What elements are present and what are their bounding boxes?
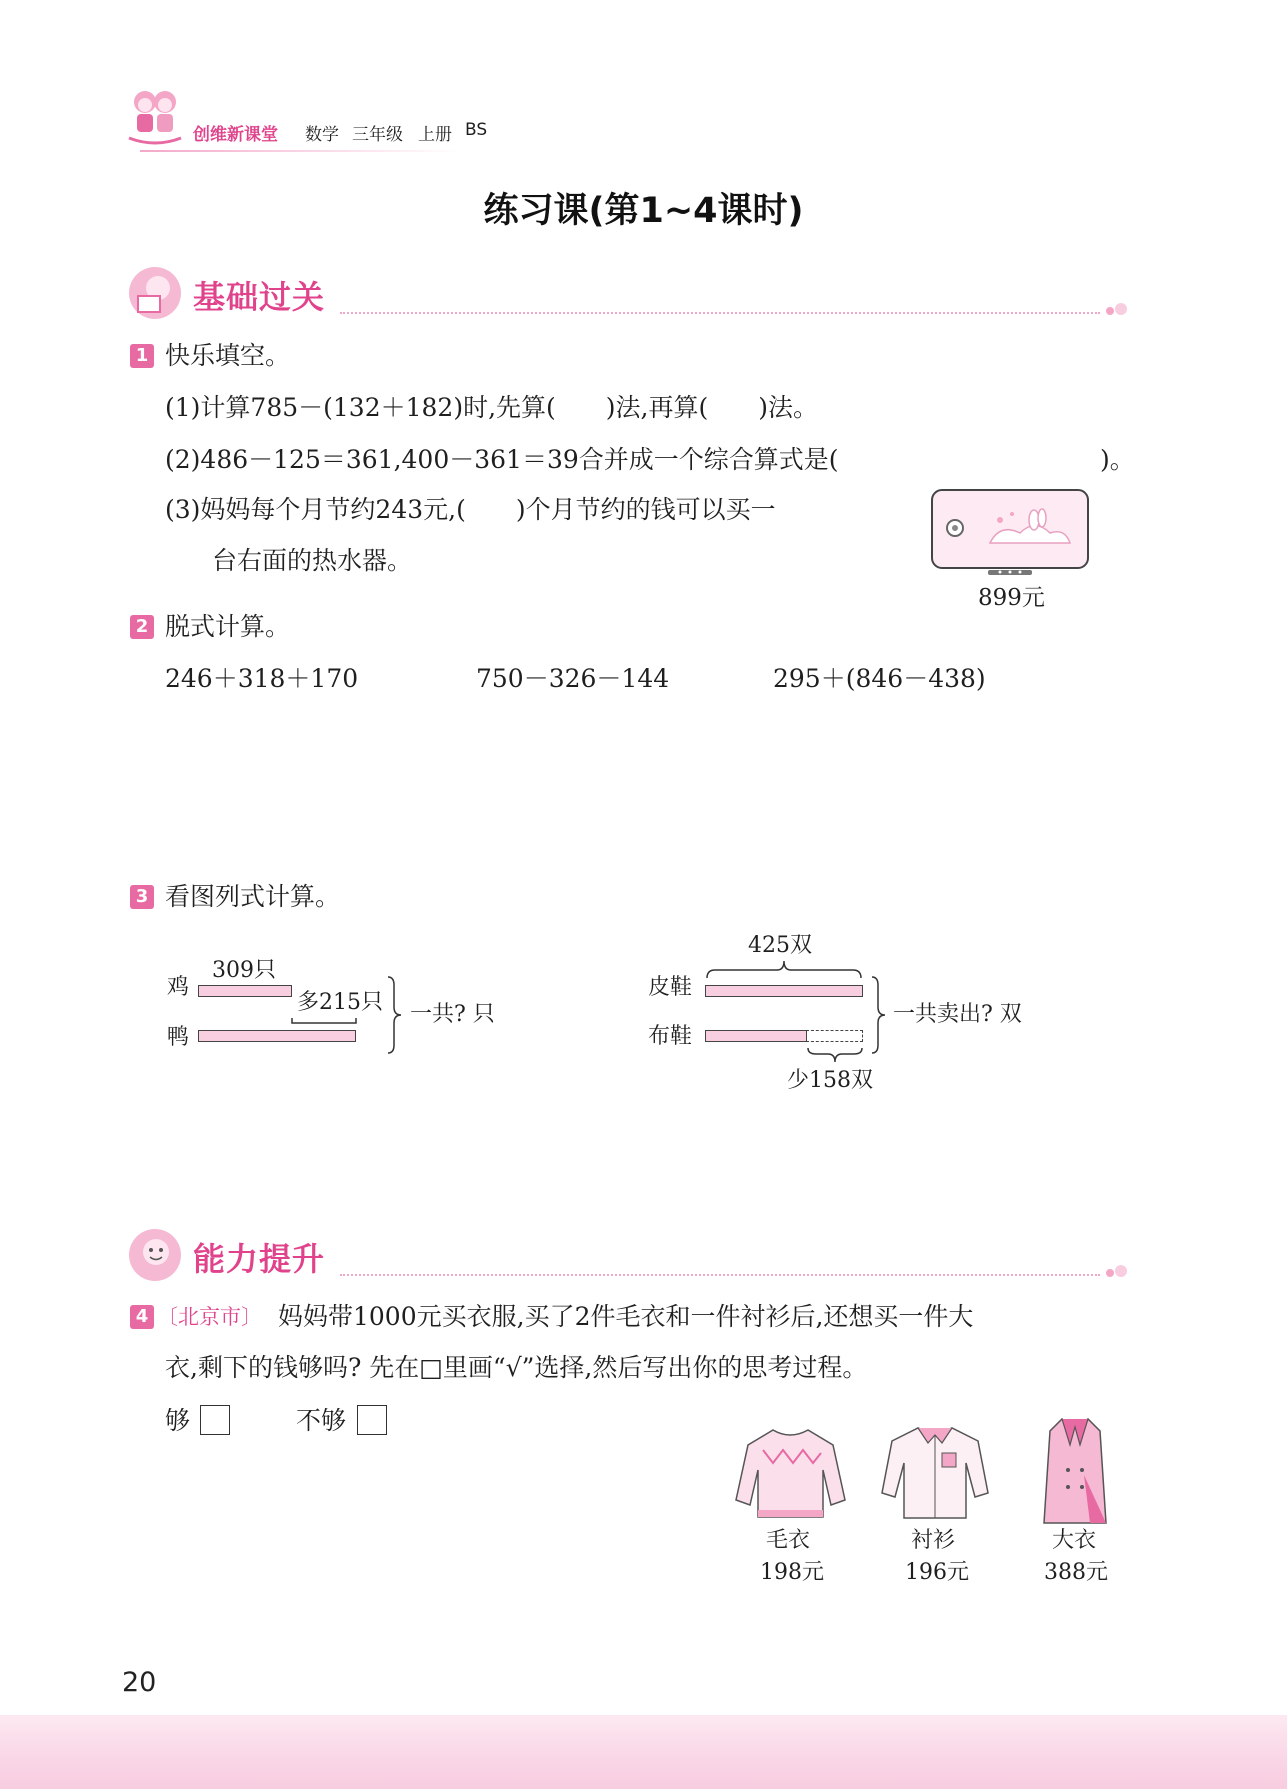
total-question-right: 一共卖出? 双 bbox=[893, 1002, 1022, 1027]
q4-line2: 衣,剩下的钱够吗? 先在□里画“√”选择,然后写出你的思考过程。 bbox=[165, 1353, 868, 1382]
less-label: 少158双 bbox=[787, 1068, 873, 1093]
section-basic-icon bbox=[128, 266, 186, 320]
leather-shoes-bar bbox=[705, 985, 863, 997]
q1-part2: (2)486－125＝361,400－361＝39合并成一个综合算式是( bbox=[165, 445, 839, 474]
q4-region-tag: 〔北京市〕 bbox=[157, 1305, 262, 1329]
total-question-left: 一共? 只 bbox=[410, 1002, 495, 1027]
duck-bar bbox=[198, 1030, 356, 1042]
page-number: 20 bbox=[122, 1667, 157, 1698]
page-title: 练习课(第1~4课时) bbox=[483, 191, 804, 231]
duck-label: 鸭 bbox=[167, 1025, 190, 1050]
sweater-image bbox=[733, 1425, 848, 1525]
q3-number: 3 bbox=[130, 885, 154, 909]
section-advanced-divider bbox=[340, 1274, 1100, 1276]
cloth-shoes-bar bbox=[705, 1030, 807, 1042]
shirt-image bbox=[880, 1423, 990, 1523]
q1-number: 1 bbox=[130, 344, 154, 368]
water-heater-image bbox=[930, 488, 1090, 576]
section-advanced-dots bbox=[1104, 1264, 1130, 1284]
section-basic-divider bbox=[340, 312, 1100, 314]
q1-part3-line1: (3)妈妈每个月节约243元,( )个月节约的钱可以买一 bbox=[165, 495, 776, 524]
leather-count: 425双 bbox=[748, 933, 812, 958]
section-advanced-title: 能力提升 bbox=[193, 1240, 326, 1278]
header-subject: 数学 bbox=[305, 125, 339, 145]
header-edition: BS bbox=[465, 120, 488, 140]
cloth-shoes-label: 布鞋 bbox=[648, 1024, 693, 1049]
shirt-name: 衬衫 bbox=[911, 1528, 956, 1553]
not-enough-label: 不够 bbox=[296, 1406, 347, 1435]
less-bracket bbox=[806, 1046, 864, 1066]
not-enough-checkbox[interactable] bbox=[357, 1405, 387, 1435]
section-advanced-icon bbox=[128, 1228, 186, 1282]
total-brace-left bbox=[386, 975, 404, 1055]
total-brace-right bbox=[870, 975, 888, 1055]
q3-prompt: 看图列式计算。 bbox=[165, 882, 341, 911]
footer-band bbox=[0, 1715, 1287, 1789]
q1-part1: (1)计算785－(132＋182)时,先算( )法,再算( )法。 bbox=[165, 393, 818, 422]
enough-checkbox[interactable] bbox=[200, 1405, 230, 1435]
section-basic-dots bbox=[1104, 302, 1130, 322]
water-heater-price: 899元 bbox=[978, 585, 1045, 611]
more-label: 多215只 bbox=[297, 990, 383, 1015]
q4-line1: 妈妈带1000元买衣服,买了2件毛衣和一件衬衫后,还想买一件大 bbox=[278, 1302, 974, 1331]
header-brand: 创维新课堂 bbox=[193, 125, 278, 145]
chicken-bar bbox=[198, 985, 292, 997]
cloth-missing-part bbox=[806, 1030, 863, 1042]
q2-expression-2: 750－326－144 bbox=[476, 664, 670, 693]
q2-expression-3: 295＋(846－438) bbox=[773, 664, 986, 693]
q2-expression-1: 246＋318＋170 bbox=[165, 664, 359, 693]
enough-label: 够 bbox=[165, 1406, 191, 1435]
q1-part2-end: )。 bbox=[1100, 445, 1135, 474]
q2-number: 2 bbox=[130, 615, 154, 639]
q4-number: 4 bbox=[130, 1305, 154, 1329]
q1-prompt: 快乐填空。 bbox=[165, 341, 291, 370]
coat-name: 大衣 bbox=[1052, 1528, 1097, 1553]
extra-bracket bbox=[290, 1014, 358, 1026]
q2-prompt: 脱式计算。 bbox=[165, 612, 291, 641]
leather-shoes-label: 皮鞋 bbox=[648, 975, 693, 1000]
coat-image bbox=[1040, 1415, 1110, 1527]
header-rule bbox=[140, 150, 460, 152]
leather-top-brace bbox=[705, 958, 863, 980]
header-volume: 上册 bbox=[418, 125, 452, 145]
q1-part3-line2: 台右面的热水器。 bbox=[212, 546, 413, 575]
sweater-price: 198元 bbox=[760, 1560, 824, 1585]
sweater-name: 毛衣 bbox=[766, 1528, 811, 1553]
section-basic-title: 基础过关 bbox=[193, 278, 326, 316]
chicken-label: 鸡 bbox=[167, 975, 190, 1000]
coat-price: 388元 bbox=[1044, 1560, 1108, 1585]
header-grade: 三年级 bbox=[352, 125, 403, 145]
chicken-count: 309只 bbox=[212, 958, 276, 983]
shirt-price: 196元 bbox=[905, 1560, 969, 1585]
header-mascot bbox=[125, 88, 185, 150]
